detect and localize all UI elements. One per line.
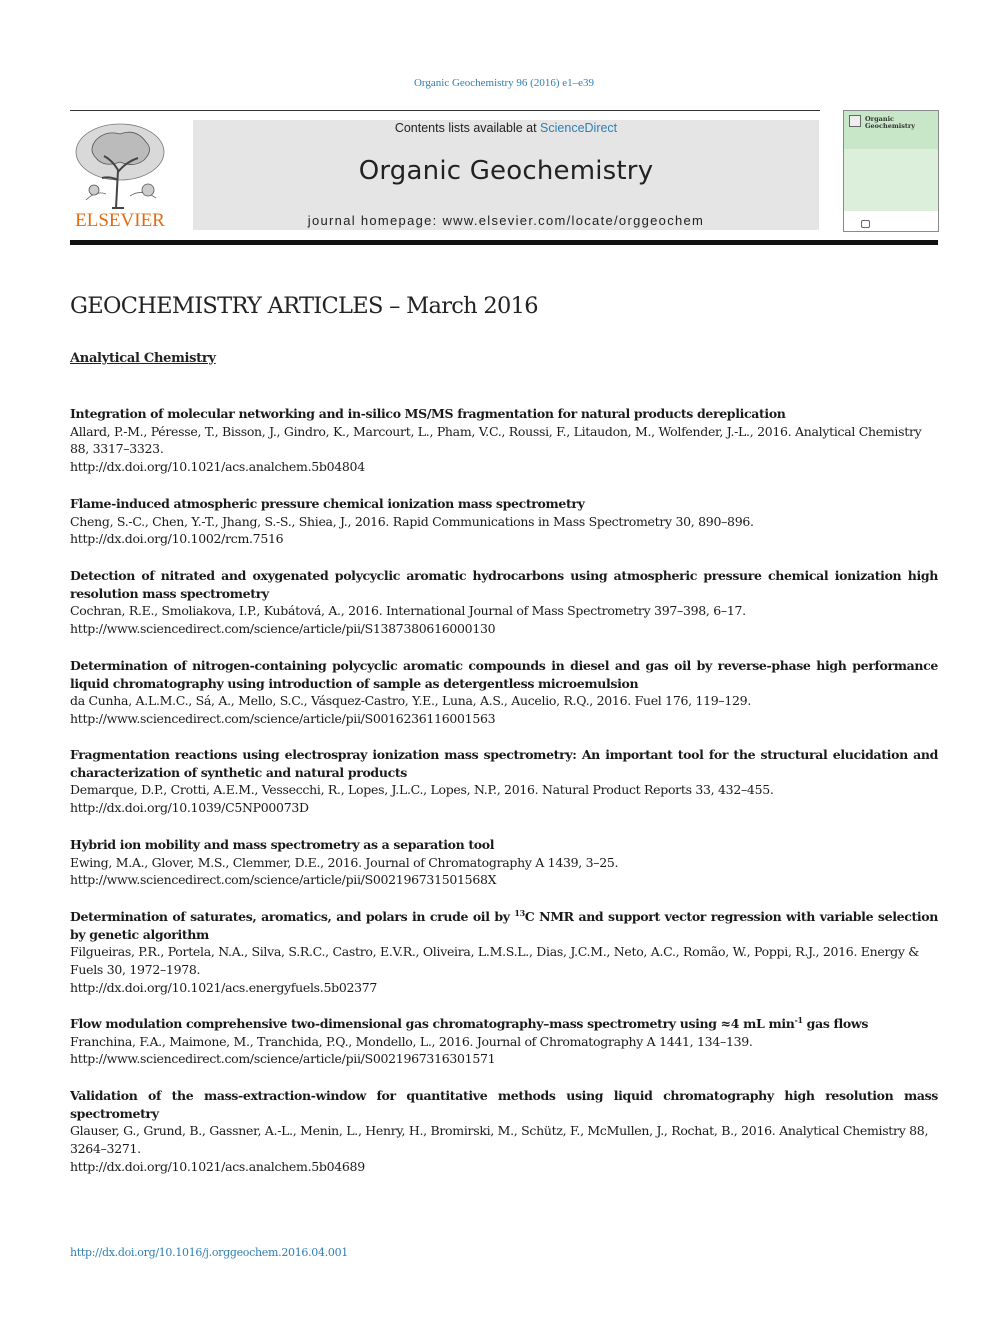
header-thick-rule — [70, 240, 938, 245]
article-link[interactable]: http://dx.doi.org/10.1039/C5NP00073D — [70, 800, 309, 816]
article-item — [70, 836, 938, 889]
journal-homepage[interactable]: journal homepage: www.elsevier.com/locate/orggeochem — [307, 213, 705, 228]
article-reference: Franchina, F.A., Maimone, M., Tranchida, P.Q., Mondello, L., 2016. Journal of Chromatography A 1441, 134–139. — [70, 1033, 753, 1049]
article-title-part: gas flows — [802, 1016, 869, 1031]
article-title-part: Flow modulation comprehensive two-dimensional gas chromatography–mass spectrometry using ≈4 mL min — [70, 1016, 795, 1031]
elsevier-tree-icon — [66, 120, 174, 210]
article-title — [70, 908, 938, 943]
article-item — [70, 495, 938, 548]
article-title: Determination of nitrogen-containing polycyclic aromatic compounds in diesel and gas oil by reverse-phase high performance liquid chromatography using introduction of sample as detergentless microemulsion — [70, 658, 938, 691]
article-link[interactable]: http://www.sciencedirect.com/science/article/pii/S0016236116001563 — [70, 711, 496, 727]
cover-title — [865, 116, 915, 130]
article-title-part: Determination of saturates, aromatics, and polars in crude oil by — [70, 909, 515, 924]
article-item — [70, 657, 938, 728]
sciencedirect-link[interactable]: ScienceDirect — [540, 121, 618, 135]
article-reference: Filgueiras, P.R., Portela, N.A., Silva, S.R.C., Castro, E.V.R., Oliveira, L.M.S.L., Dias, J.C.M., Neto, A.C., Romão, W., Poppi, R.J., 2016. Energy & Fuels 30, 1972–1978. — [70, 944, 920, 978]
article-reference: Allard, P.-M., Péresse, T., Bisson, J., Gindro, K., Marcourt, L., Pham, V.C., Roussi, F., Litaudon, M., Wolfender, J.-L., 2016. Analytical Chemistry 88, 3317–3323. — [70, 423, 922, 457]
cover-middle-band — [844, 149, 938, 211]
article-reference: Ewing, M.A., Glover, M.S., Clemmer, D.E., 2016. Journal of Chromatography A 1439, 3–25. — [70, 854, 619, 870]
article-title: Flame-induced atmospheric pressure chemical ionization mass spectrometry — [70, 496, 585, 511]
header-rule — [70, 110, 820, 111]
article-item — [70, 746, 938, 817]
page-title: GEOCHEMISTRY ARTICLES – March 2016 — [70, 293, 538, 319]
article-link[interactable]: http://www.sciencedirect.com/science/article/pii/S1387380616000130 — [70, 621, 496, 637]
article-link[interactable]: http://dx.doi.org/10.1021/acs.energyfuels.5b02377 — [70, 979, 378, 995]
elsevier-wordmark: ELSEVIER — [75, 210, 165, 231]
article-item — [70, 908, 938, 997]
article-reference: Cheng, S.-C., Chen, Y.-T., Jhang, S.-S., Shiea, J., 2016. Rapid Communications in Mass Spectrometry 30, 890–896. — [70, 513, 754, 529]
article-title: Integration of molecular networking and in-silico MS/MS fragmentation for natural products dereplication — [70, 406, 786, 421]
section-heading: Analytical Chemistry — [70, 351, 216, 366]
article-title: Hybrid ion mobility and mass spectrometry as a separation tool — [70, 837, 495, 852]
journal-cover-thumbnail — [843, 110, 939, 232]
article-reference: da Cunha, A.L.M.C., Sá, A., Mello, S.C., Vásquez-Castro, Y.E., Luna, A.S., Aucelio, R.Q., 2016. Fuel 176, 119–129. — [70, 693, 752, 709]
article-title — [70, 1015, 938, 1033]
article-doi-link[interactable]: http://dx.doi.org/10.1016/j.orggeochem.2016.04.001 — [70, 1246, 348, 1259]
article-link[interactable]: http://www.sciencedirect.com/science/article/pii/S0021967316301571 — [70, 1051, 496, 1067]
journal-name: Organic Geochemistry — [358, 156, 654, 186]
article-link[interactable]: http://dx.doi.org/10.1021/acs.analchem.5b04804 — [70, 459, 365, 475]
article-reference: Glauser, G., Grund, B., Gassner, A.-L., Menin, L., Henry, H., Bromirski, M., Schütz, F., McMullen, J., Rochat, B., 2016. Analytical Chemistry 88, 3264–3271. — [70, 1123, 929, 1157]
cover-title-line-2: Geochemistry — [865, 122, 916, 130]
article-item — [70, 405, 938, 476]
article-title-part: C NMR and support vector regression with variable selection by genetic algorithm — [70, 909, 938, 942]
article-item — [70, 567, 938, 638]
article-link[interactable]: http://www.sciencedirect.com/science/article/pii/S002196731501568X — [70, 872, 497, 888]
contents-prefix: Contents lists available at — [394, 121, 541, 135]
cover-title-line-1: Organic — [865, 115, 894, 123]
cover-publisher-icon — [861, 220, 870, 228]
article-reference: Cochran, R.E., Smoliakova, I.P., Kubátová, A., 2016. International Journal of Mass Spectrometry 397–398, 6–17. — [70, 603, 746, 619]
article-title: Fragmentation reactions using electrospray ionization mass spectrometry: An important tool for the structural elucidation and characterization of synthetic and natural products — [70, 747, 938, 780]
article-title-superscript: 13 — [514, 908, 525, 918]
journal-citation: Organic Geochemistry 96 (2016) e1–e39 — [413, 77, 595, 89]
article-title: Validation of the mass-extraction-window for quantitative methods using liquid chromatography high resolution mass spectrometry — [70, 1088, 938, 1121]
article-item — [70, 1087, 938, 1176]
article-link[interactable]: http://dx.doi.org/10.1002/rcm.7516 — [70, 531, 284, 547]
article-reference: Demarque, D.P., Crotti, A.E.M., Vessecchi, R., Lopes, J.L.C., Lopes, N.P., 2016. Natural Product Reports 33, 432–455. — [70, 782, 774, 798]
article-title-superscript: -1 — [794, 1015, 803, 1025]
journal-banner — [193, 120, 819, 230]
article-item — [70, 1015, 938, 1068]
cover-emblem-icon — [849, 115, 861, 127]
article-link[interactable]: http://dx.doi.org/10.1021/acs.analchem.5b04689 — [70, 1158, 365, 1174]
contents-available-line — [193, 121, 819, 135]
article-title: Detection of nitrated and oxygenated polycyclic aromatic hydrocarbons using atmospheric pressure chemical ionization high resolution mass spectrometry — [70, 568, 938, 601]
elsevier-logo — [66, 120, 174, 232]
